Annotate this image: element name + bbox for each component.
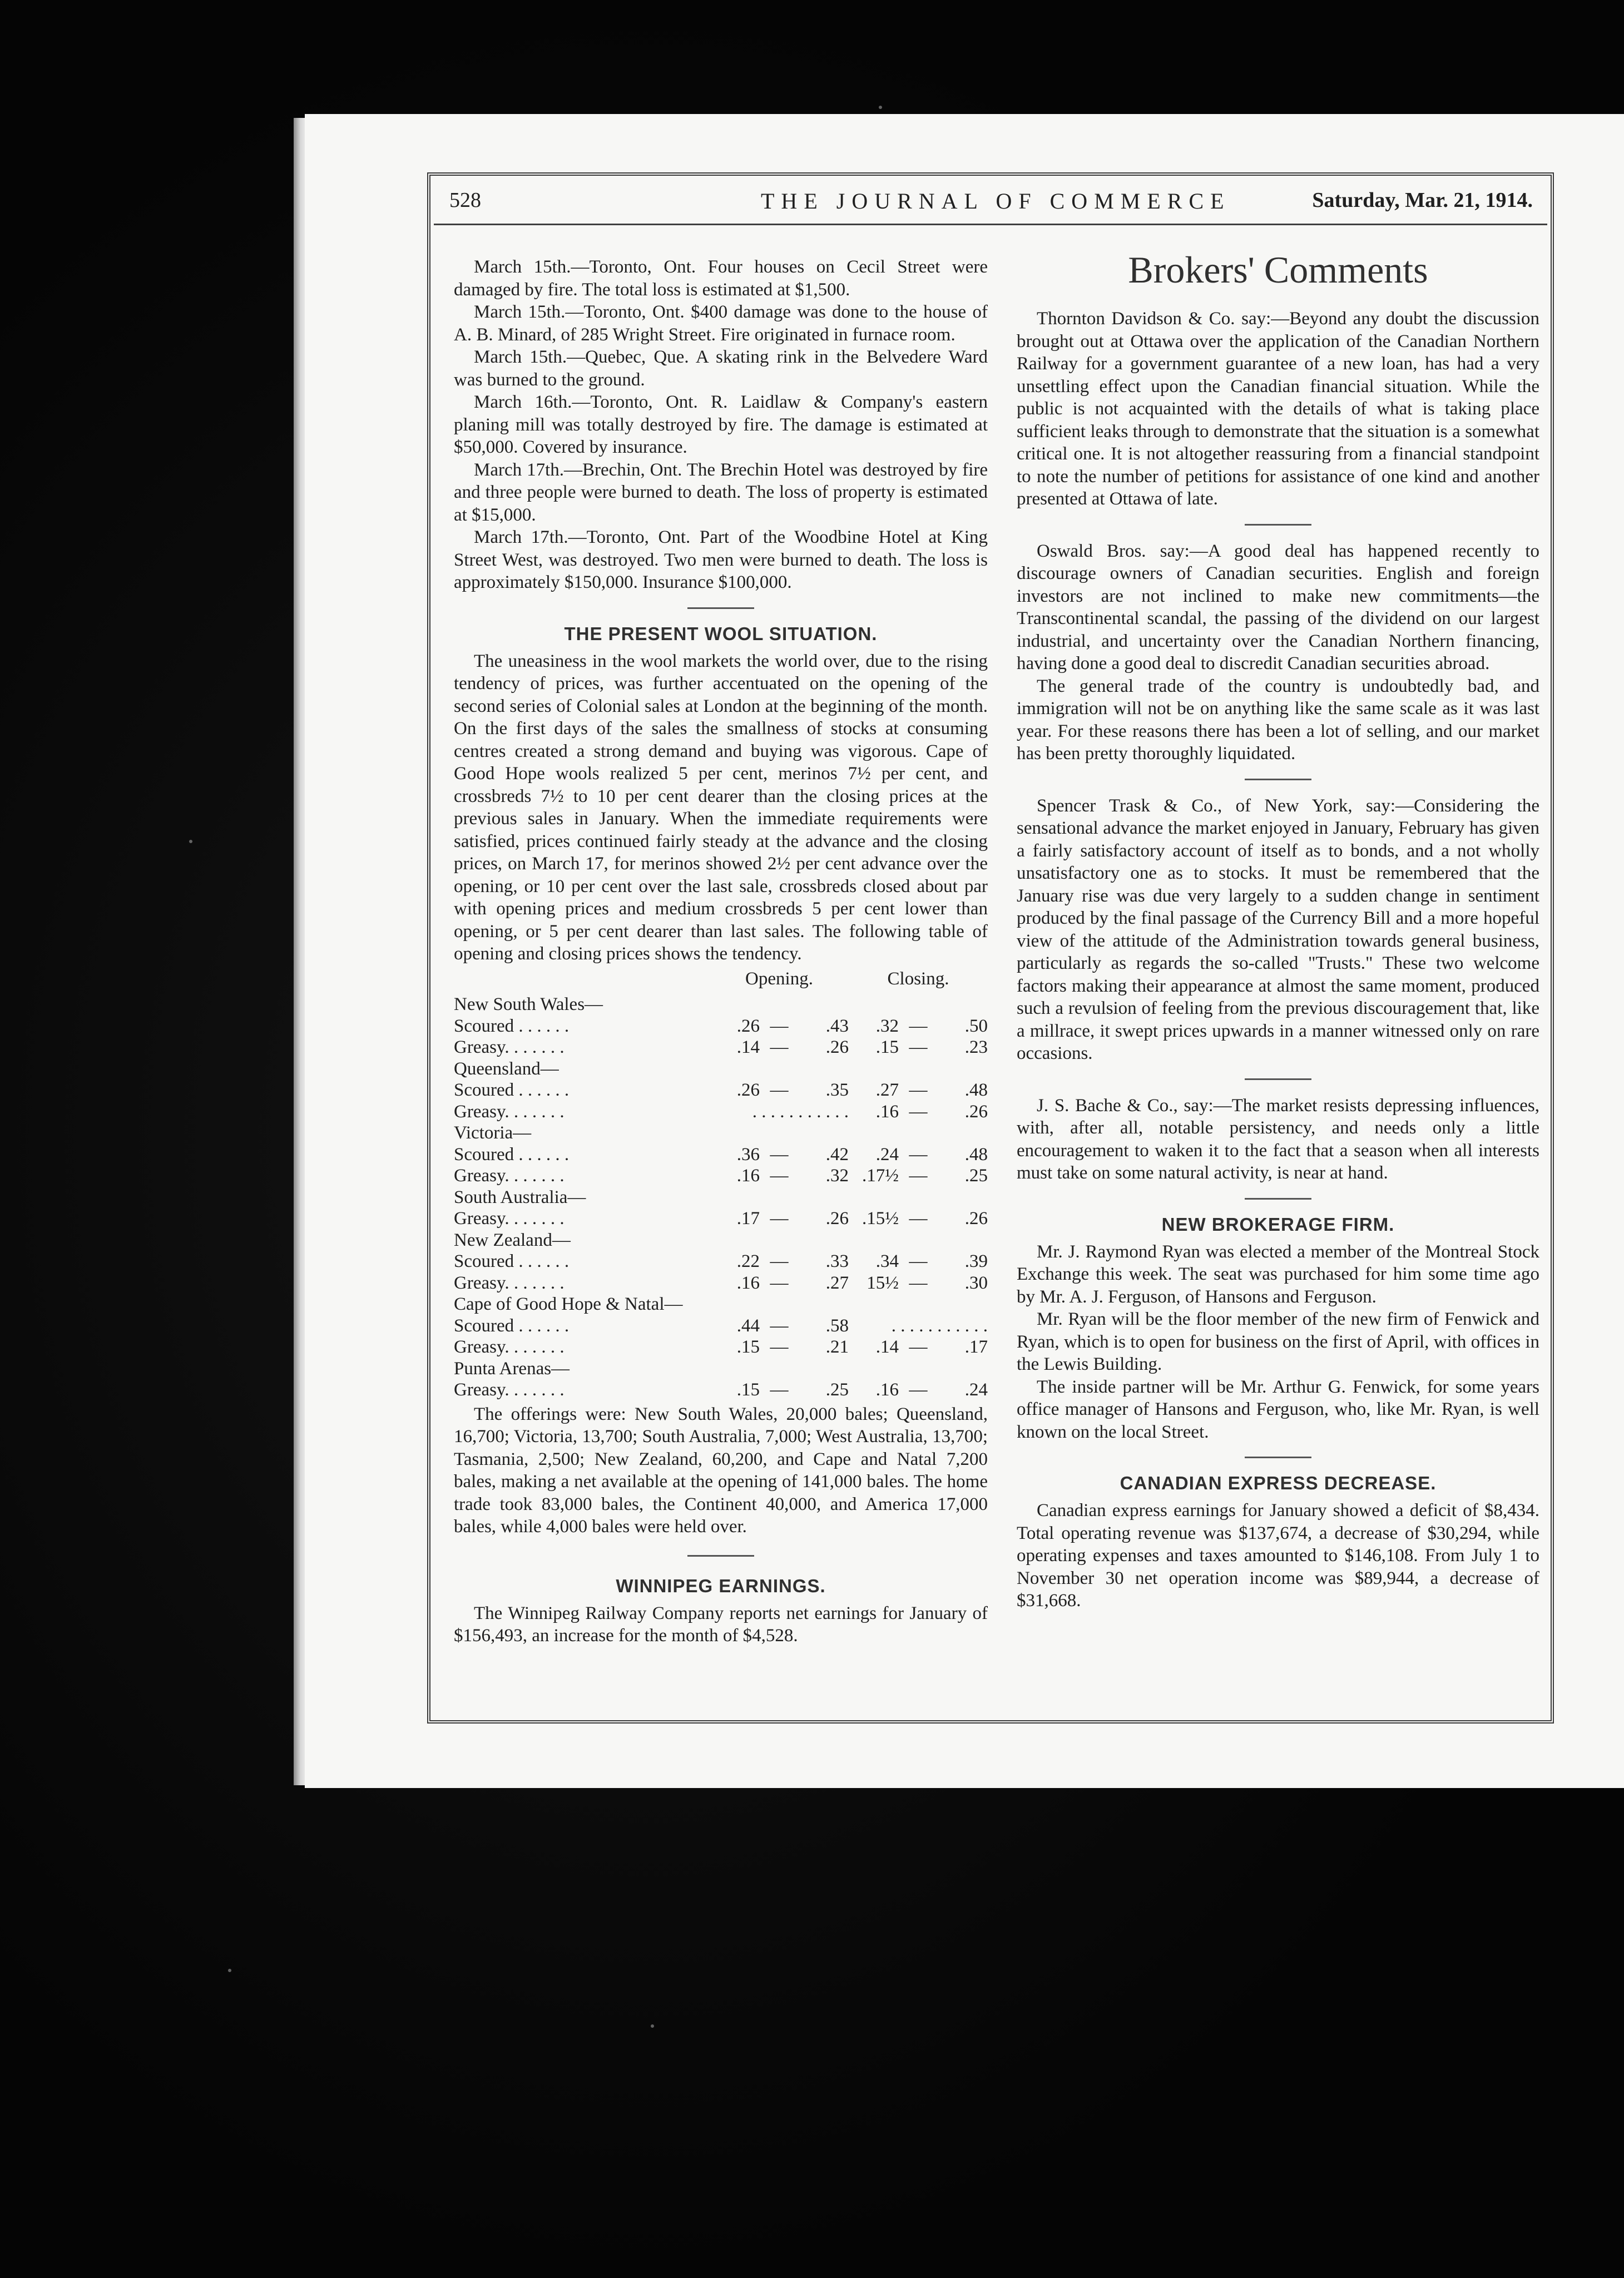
brokerage-paragraph: The inside partner will be Mr. Arthur G. Fenwick, for some years office manager of Hansons and Ferguson, who, like Mr. Ryan, is well known on the local Street. xyxy=(1017,1376,1539,1442)
closing-low: .15 xyxy=(875,1037,899,1057)
opening-header: Opening. xyxy=(745,968,813,989)
region-row xyxy=(454,1358,988,1380)
opening-high: .35 xyxy=(825,1080,849,1100)
closing-high: .50 xyxy=(964,1016,988,1036)
opening-low: .36 xyxy=(736,1144,760,1165)
table-row xyxy=(454,1037,988,1058)
section-title-express: CANADIAN EXPRESS DECREASE. xyxy=(1120,1473,1437,1493)
opening-high: .27 xyxy=(825,1272,849,1293)
table-row xyxy=(454,1079,988,1101)
region-name: Punta Arenas— xyxy=(454,1358,570,1379)
range-dash: — xyxy=(770,1166,789,1186)
range-dash: — xyxy=(909,1166,928,1186)
dust-speck xyxy=(189,840,192,843)
right-column xyxy=(1017,247,1539,1612)
opening-low: .15 xyxy=(736,1380,760,1400)
wool-intro: The uneasiness in the wool markets the world over, due to the rising tendency of prices, was further accentuated on the opening of the second series of Colonial sales at London at the beginning of the month. On the first days of the sales the smallness of stocks at consuming centres created a strong demand and buying was vigorous. Cape of Good Hope wools realized 5 per cent, merinos 7½ per cent, and crossbreds 7½ to 10 per cent dearer than the closing prices at the previous sales in January. When the immediate requirements were satisfied, prices continued fairly steady at the advance and the closing prices, on March 17, for merinos showed 2½ per cent advance over the opening, or 10 per cent over the last sale, crossbreds closed about par with opening prices and medium crossbreds 5 per cent lower than opening, or 5 per cent dearer than last sales. The following table of opening and closing prices shows the tendency. xyxy=(454,651,988,964)
wool-offerings: The offerings were: New South Wales, 20,000 bales; Queensland, 16,700; Victoria, 13,700; South Australia, 7,000; West Australia, 13,700; Tasmania, 2,500; New Zealand, 60,200, and Cape and Natal 7,200 bales, making a net available at the opening of 141,000 bales. The home trade took 83,000 bales, the Continent 40,000, and America 17,000 bales, while 4,000 bales were held over. xyxy=(454,1404,988,1537)
broker-comment: Oswald Bros. say:—A good deal has happened recently to discourage owners of Canadian securities. English and foreign investors are not inclined to make new commitments—the Transcontinental scandal, the passing of the dividend on our largest industrial, and uncertainty over the Canadian Northern financing, having done a good deal to discredit Canadian securities abroad. xyxy=(1017,541,1539,674)
fire-report: March 17th.—Brechin, Ont. The Brechin Hotel was destroyed by fire and three people were burned to death. The loss of property is estimated at $15,000. xyxy=(454,459,988,525)
closing-low: .15½ xyxy=(862,1209,899,1229)
broker-comment: Spencer Trask & Co., of New York, say:—Considering the sensational advance the market enjoyed in January, February has given a fairly satisfactory account of itself as to bonds, and a not wholly unsatisfactory one as to stocks. It must be remembered that the January rise was due very largely to a sudden change in sentiment produced by the final passage of the Currency Bill and a more hopeful view of the attitude of the Administration towards general business, particularly as regards the so-called "Trusts." These two welcome factors making their appearance at almost the same moment, produced such a revulsion of feeling from the previous discouragement that, like a millrace, it swept prices upwards in a manner witnessed only on rare occasions. xyxy=(1017,795,1539,1063)
section-title-wool: THE PRESENT WOOL SITUATION. xyxy=(564,623,878,644)
header-rule xyxy=(434,224,1547,225)
section-divider xyxy=(1245,1078,1311,1080)
region-name: New Zealand— xyxy=(454,1230,571,1250)
closing-high: .26 xyxy=(964,1101,988,1122)
section-title-brokerage: NEW BROKERAGE FIRM. xyxy=(1161,1214,1395,1235)
region-row xyxy=(454,994,988,1016)
closing-low: .14 xyxy=(875,1337,899,1357)
section-divider xyxy=(687,1555,754,1557)
table-row xyxy=(454,1144,988,1166)
range-dash: — xyxy=(770,1337,789,1357)
brokerage-paragraph: Mr. J. Raymond Ryan was elected a member of the Montreal Stock Exchange this week. The seat was purchased for him some time ago by Mr. A. J. Ferguson, of Hansons and Ferguson. xyxy=(1017,1241,1539,1307)
region-row xyxy=(454,1294,988,1315)
express-body: Canadian express earnings for January showed a deficit of $8,434. Total operating revenue was $137,674, a decrease of $30,294, while operating expenses and taxes amounted to $146,108. From July 1 to November 30 net operation income was $89,944, a decrease of $31,668. xyxy=(1017,1500,1539,1611)
grade-label: Scoured . . . . . . xyxy=(454,1315,570,1336)
opening-high: .32 xyxy=(825,1166,849,1186)
table-row xyxy=(454,1251,988,1272)
grade-label: Scoured . . . . . . xyxy=(454,1251,570,1271)
opening-low: .26 xyxy=(736,1016,760,1036)
brokers-comments-title: Brokers' Comments xyxy=(1128,249,1428,291)
region-row xyxy=(454,1122,988,1144)
region-name: South Australia— xyxy=(454,1187,586,1207)
table-header-row xyxy=(454,968,988,994)
closing-header: Closing. xyxy=(887,968,949,989)
closing-low: 15½ xyxy=(867,1272,899,1293)
grade-label: Scoured . . . . . . xyxy=(454,1080,570,1100)
closing-high: .48 xyxy=(964,1144,988,1165)
closing-high: .39 xyxy=(964,1251,988,1271)
opening-high: .25 xyxy=(825,1380,849,1400)
grade-label: Greasy. . . . . . . xyxy=(454,1209,565,1229)
table-row xyxy=(454,1272,988,1294)
opening-low: .26 xyxy=(736,1080,760,1100)
running-header xyxy=(427,178,1554,220)
range-dash: — xyxy=(909,1380,928,1400)
section-divider xyxy=(1245,1457,1311,1458)
grade-label: Greasy. . . . . . . xyxy=(454,1380,565,1400)
grade-label: Greasy. . . . . . . xyxy=(454,1272,565,1293)
section-divider xyxy=(1245,524,1311,526)
opening-high: .43 xyxy=(825,1016,849,1036)
closing-low: .17½ xyxy=(862,1166,899,1186)
closing-high: .26 xyxy=(964,1209,988,1229)
opening-low: .16 xyxy=(736,1272,760,1293)
table-row xyxy=(454,1315,988,1337)
range-dash: — xyxy=(770,1016,789,1036)
grade-label: Scoured . . . . . . xyxy=(454,1144,570,1165)
opening-low: .44 xyxy=(736,1315,760,1336)
closing-low: .27 xyxy=(875,1080,899,1100)
opening-low: .17 xyxy=(736,1209,760,1229)
range-dash: — xyxy=(909,1101,928,1122)
section-divider xyxy=(1245,779,1311,780)
dust-speck xyxy=(651,2024,654,2028)
range-dash: — xyxy=(770,1380,789,1400)
winnipeg-body: The Winnipeg Railway Company reports net earnings for January of $156,493, an increase for the month of $4,528. xyxy=(454,1603,988,1646)
range-dash: — xyxy=(909,1080,928,1100)
region-name: Victoria— xyxy=(454,1123,532,1143)
opening-low: .22 xyxy=(736,1251,760,1271)
region-row xyxy=(454,1187,988,1209)
issue-date: Saturday, Mar. 21, 1914. xyxy=(1312,189,1533,212)
table-row xyxy=(454,1165,988,1187)
range-dash: — xyxy=(909,1251,928,1271)
broker-comment: Thornton Davidson & Co. say:—Beyond any doubt the discussion brought out at Ottawa over the application of the Canadian Northern Railway for a government guarantee of a new loan, has had a very unsettling effect upon the Canadian financial situation. While the public is not acquainted with the details of what is taking place sufficient leaks through to demonstrate that the situation is a somewhat critical one. It is not altogether reassuring from a financial standpoint to note the number of petitions for assistance of one kind and another presented at Ottawa of late. xyxy=(1017,309,1539,509)
wool-table-body xyxy=(454,994,988,1401)
closing-high: .17 xyxy=(964,1337,988,1357)
table-row xyxy=(454,1336,988,1358)
closing-high: .23 xyxy=(964,1037,988,1057)
broker-comment: The general trade of the country is undoubtedly bad, and immigration will not be on anything like the same scale as it was last year. For these reasons there has been a lot of selling, and our market has been pretty thoroughly liquidated. xyxy=(1017,676,1539,764)
range-dash: — xyxy=(770,1080,789,1100)
opening-low: .14 xyxy=(736,1037,760,1057)
table-row xyxy=(454,1101,988,1123)
range-dash: — xyxy=(770,1251,789,1271)
range-dash: — xyxy=(909,1209,928,1229)
left-column xyxy=(454,256,988,1647)
table-row xyxy=(454,1016,988,1037)
broker-comment: J. S. Bache & Co., say:—The market resists depressing influences, with, after all, notable persistency, and needs only a little encouragement to waken it to the fact that a season when all interests must take on some natural activity, is near at hand. xyxy=(1017,1095,1539,1183)
dust-speck xyxy=(228,1969,231,1972)
range-dash: — xyxy=(770,1037,789,1057)
grade-label: Greasy. . . . . . . xyxy=(454,1337,565,1357)
grade-label: Greasy. . . . . . . xyxy=(454,1166,565,1186)
fire-report: March 17th.—Toronto, Ont. Part of the Woodbine Hotel at King Street West, was destroyed. Two men were burned to death. The loss is approximately $150,000. Insurance $100,000. xyxy=(454,527,988,592)
fire-report: March 15th.—Toronto, Ont. Four houses on Cecil Street were damaged by fire. The total loss is estimated at $1,500. xyxy=(454,257,988,300)
opening-high: .26 xyxy=(825,1209,849,1229)
opening-high: .26 xyxy=(825,1037,849,1057)
fire-report: March 15th.—Quebec, Que. A skating rink in the Belvedere Ward was burned to the ground. xyxy=(454,347,988,390)
range-dash: — xyxy=(770,1144,789,1165)
region-row xyxy=(454,1058,988,1080)
dust-speck xyxy=(879,106,882,109)
region-name: Queensland— xyxy=(454,1058,559,1079)
range-dash: — xyxy=(909,1037,928,1057)
range-dash: — xyxy=(909,1337,928,1357)
region-name: New South Wales— xyxy=(454,994,603,1014)
page-number: 528 xyxy=(449,189,481,212)
opening-empty: . . . . . . . . . . . xyxy=(752,1101,849,1122)
range-dash: — xyxy=(770,1315,789,1336)
grade-label: Scoured . . . . . . xyxy=(454,1016,570,1036)
range-dash: — xyxy=(909,1272,928,1293)
closing-low: .34 xyxy=(875,1251,899,1271)
journal-title: THE JOURNAL OF COMMERCE xyxy=(761,189,1231,214)
closing-high: .48 xyxy=(964,1080,988,1100)
closing-low: .16 xyxy=(875,1380,899,1400)
brokerage-paragraph: Mr. Ryan will be the floor member of the new firm of Fenwick and Ryan, which is to open for business on the first of April, with offices in the Lewis Building. xyxy=(1017,1309,1539,1374)
opening-high: .21 xyxy=(825,1337,849,1357)
closing-high: .25 xyxy=(964,1166,988,1186)
opening-high: .42 xyxy=(825,1144,849,1165)
closing-high: .24 xyxy=(964,1380,988,1400)
fire-report: March 16th.—Toronto, Ont. R. Laidlaw & Company's eastern planing mill was totally destroyed by fire. The damage is estimated at $50,000. Covered by insurance. xyxy=(454,392,988,457)
section-title-winnipeg: WINNIPEG EARNINGS. xyxy=(616,1575,826,1596)
region-name: Cape of Good Hope & Natal— xyxy=(454,1294,683,1314)
range-dash: — xyxy=(909,1016,928,1036)
section-divider xyxy=(687,607,754,609)
region-row xyxy=(454,1230,988,1251)
journal-page xyxy=(305,114,1624,1788)
grade-label: Greasy. . . . . . . xyxy=(454,1101,565,1122)
opening-high: .58 xyxy=(825,1315,849,1336)
grade-label: Greasy. . . . . . . xyxy=(454,1037,565,1057)
closing-empty: . . . . . . . . . . . xyxy=(891,1315,988,1336)
opening-low: .16 xyxy=(736,1166,760,1186)
closing-high: .30 xyxy=(964,1272,988,1293)
closing-low: .16 xyxy=(875,1101,899,1122)
range-dash: — xyxy=(770,1209,789,1229)
section-divider xyxy=(1245,1198,1311,1200)
table-row xyxy=(454,1208,988,1230)
range-dash: — xyxy=(909,1144,928,1165)
closing-low: .24 xyxy=(875,1144,899,1165)
wool-price-table xyxy=(454,968,988,1401)
opening-low: .15 xyxy=(736,1337,760,1357)
closing-low: .32 xyxy=(875,1016,899,1036)
opening-high: .33 xyxy=(825,1251,849,1271)
table-row xyxy=(454,1379,988,1401)
range-dash: — xyxy=(770,1272,789,1293)
fire-report: March 15th.—Toronto, Ont. $400 damage was done to the house of A. B. Minard, of 285 Wright Street. Fire originated in furnace room. xyxy=(454,302,988,345)
